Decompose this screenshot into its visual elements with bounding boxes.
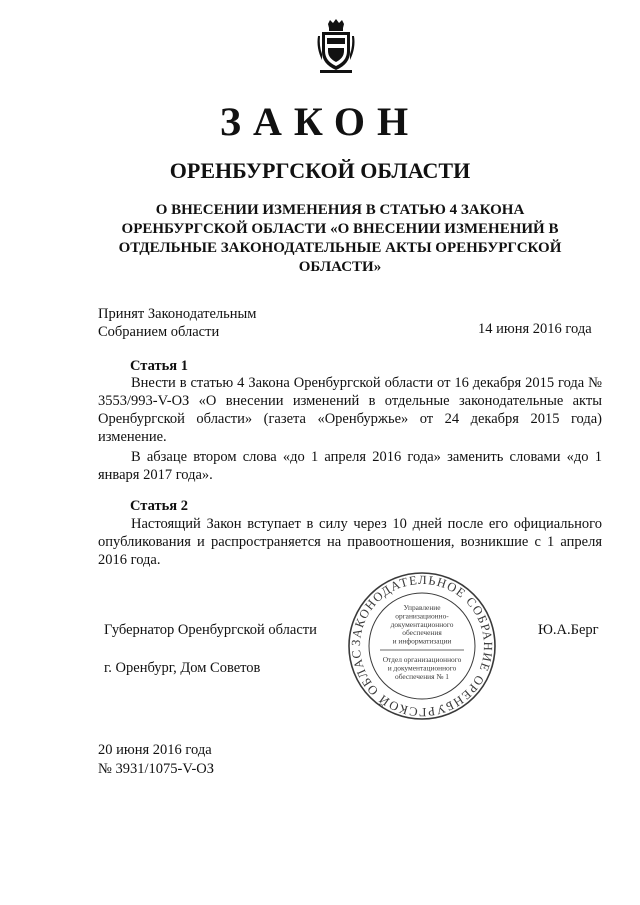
region-title: ОРЕНБУРГСКОЙ ОБЛАСТИ (169, 158, 471, 183)
stamp-center-text: обеспечения (402, 628, 442, 638)
document-title: ЗАКОН (219, 99, 421, 144)
stamp-center-text: документационного (390, 619, 454, 629)
adoption-body (98, 305, 328, 341)
official-stamp (346, 570, 498, 722)
adoption-date: 14 июня 2016 года (478, 321, 592, 337)
stamp-ring-text: ЗАКОНОДАТЕЛЬНОЕ СОБРАНИЕ ОРЕНБУРГСКОЙ ОБЛАС (348, 572, 496, 720)
signatory-title: Губернатор Оренбургской области (104, 622, 317, 638)
law-subject: О ВНЕСЕНИИ ИЗМЕНЕНИЯ В СТАТЬЮ 4 ЗАКОНА ОРЕНБУРГСКОЙ ОБЛАСТИ «О ВНЕСЕНИИ ИЗМЕНЕНИЙ В ОТДЕЛЬНЫЕ ЗАКОНОДАТЕЛЬНЫЕ АКТЫ ОРЕНБУРГСКОЙ ОБЛАСТИ» (118, 202, 562, 275)
article-2-heading: Статья 2 (130, 498, 188, 514)
stamp-center-text: Отдел организационного (382, 655, 462, 664)
stamp-center-text: и информатизации (392, 636, 452, 646)
article-2-paragraph: Настоящий Закон вступает в силу через 10 дней после его официального опубликования и распространяется на правоотношения, возникшие с 1 апреля 2016 года. (98, 516, 602, 568)
adoption-line-1: Принят Законодательным (98, 306, 257, 322)
stamp-center-text: организационно- (395, 611, 449, 621)
coat-of-arms-icon (314, 18, 358, 74)
article-2-body (98, 515, 602, 569)
signatory-name: Ю.А.Берг (538, 622, 599, 638)
adoption-line-2: Собранием области (98, 324, 220, 340)
article-1-heading: Статья 1 (130, 358, 188, 374)
stamp-center-text: и документационного (387, 663, 457, 673)
stamp-center-text: Управление (403, 603, 441, 612)
article-1-body (98, 374, 602, 484)
stamp-center-text: обеспечения № 1 (395, 671, 449, 681)
article-1-paragraph: В абзаце втором слова «до 1 апреля 2016 года» заменить словами «до 1 января 2017 года». (98, 449, 602, 483)
signing-place: г. Оренбург, Дом Советов (104, 660, 261, 676)
law-number: № 3931/1075-V-ОЗ (98, 761, 215, 777)
signing-date: 20 июня 2016 года (98, 742, 212, 758)
article-1-paragraph: Внести в статью 4 Закона Оренбургской области от 16 декабря 2015 года № 3553/993-V-ОЗ «О внесении изменений в отдельные законодательные акты Оренбургской области» (газета «Оренбуржье» от 24 декабря 2015 года) изменение. (98, 375, 602, 445)
